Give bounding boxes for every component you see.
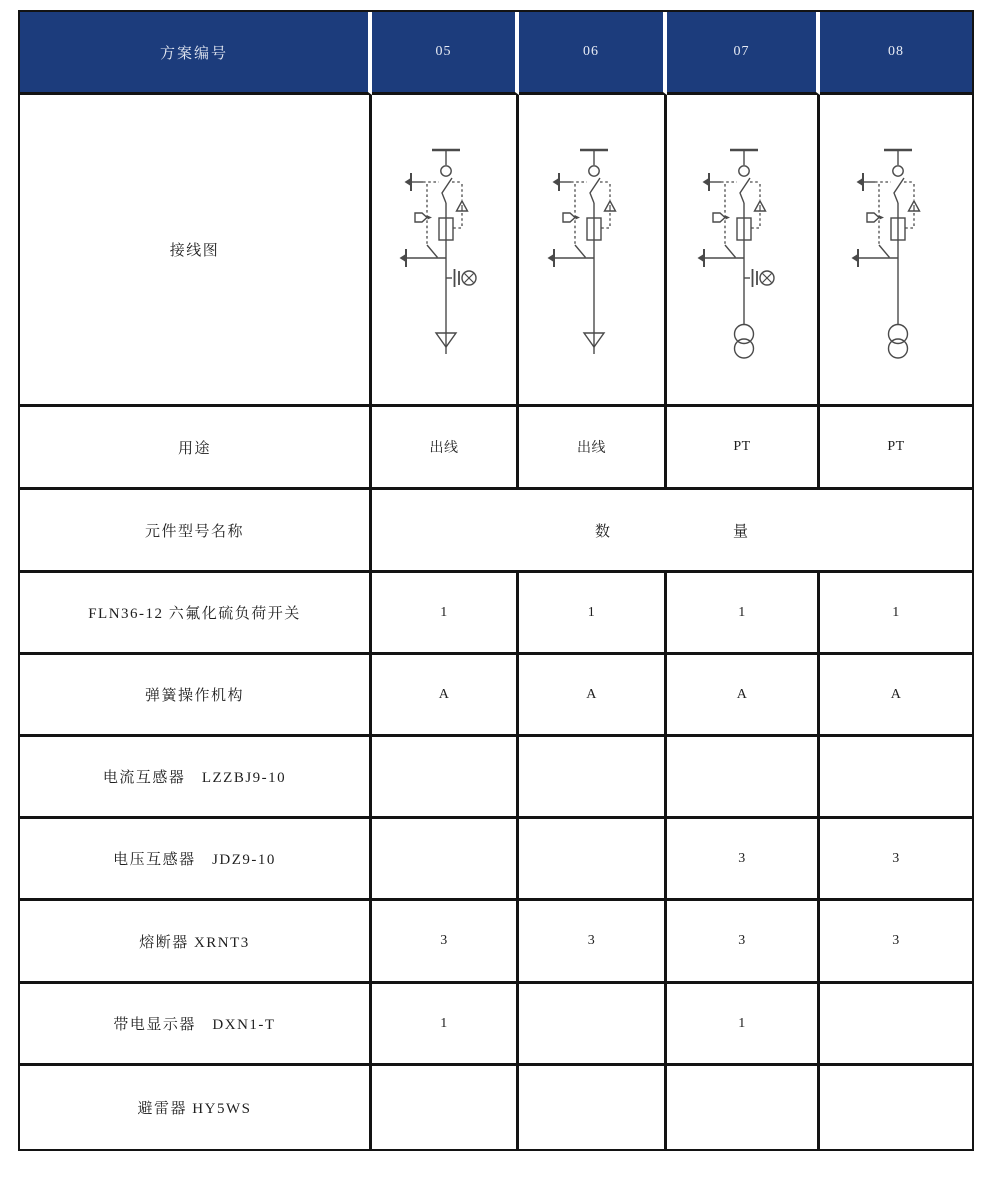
quantity-cell [667,737,820,819]
quantity-cell: 1 [667,984,820,1066]
wiring-diagram-cell-08 [820,95,972,407]
wiring-diagram-07 [692,140,792,372]
quantity-cell: 1 [372,573,519,655]
quantity-cell [667,1066,820,1149]
scheme-number-header-06: 06 [519,12,667,95]
quantity-cell: 1 [820,573,972,655]
quantity-cell: 1 [372,984,519,1066]
usage-row-label: 用途 [20,407,372,490]
quantity-cell [820,737,972,819]
quantity-cell: 3 [820,819,972,901]
quantity-cell [519,737,667,819]
wiring-diagram-06 [542,140,642,372]
quantity-cell: A [372,655,519,737]
wiring-diagram-cell-07 [667,95,820,407]
quantity-cell [519,984,667,1066]
plan-number-label: 方案编号 [159,45,228,62]
plan-number-header [20,12,372,95]
component-row-label: 带电显示器 DXN1-T [20,984,372,1066]
wiring-diagram-row-label: 接线图 [20,95,372,407]
component-row-label: 电流互感器 LZZBJ9-10 [20,737,372,819]
quantity-cell: 3 [667,819,820,901]
wiring-diagram-cell-05 [372,95,519,407]
quantity-cell: 3 [820,901,972,984]
usage-cell-07: PT [667,407,820,490]
scheme-number-header-05: 05 [372,12,519,95]
scheme-number-header-08: 08 [820,12,972,95]
quantity-cell: 1 [667,573,820,655]
quantity-cell [372,1066,519,1149]
quantity-cell [519,819,667,901]
quantity-cell: 1 [519,573,667,655]
component-name-header: 元件型号名称 [20,490,372,573]
component-row-label: 弹簧操作机构 [20,655,372,737]
quantity-label: 数 量 [594,523,750,540]
wiring-diagram-05 [394,140,494,372]
usage-cell-06: 出线 [519,407,667,490]
usage-cell-05: 出线 [372,407,519,490]
quantity-cell [820,1066,972,1149]
component-row-label: 电压互感器 JDZ9-10 [20,819,372,901]
scheme-table [18,10,974,1151]
quantity-cell [372,737,519,819]
quantity-cell: A [519,655,667,737]
component-row-label: FLN36-12 六氟化硫负荷开关 [20,573,372,655]
quantity-cell [372,819,519,901]
component-row-label: 熔断器 XRNT3 [20,901,372,984]
quantity-cell: 3 [519,901,667,984]
quantity-merged-header [372,490,972,573]
component-row-label: 避雷器 HY5WS [20,1066,372,1149]
quantity-cell: A [820,655,972,737]
quantity-cell: 3 [372,901,519,984]
usage-cell-08: PT [820,407,972,490]
quantity-cell: A [667,655,820,737]
wiring-diagram-cell-06 [519,95,667,407]
wiring-diagram-08 [846,140,946,372]
quantity-cell [820,984,972,1066]
quantity-cell [519,1066,667,1149]
scheme-number-header-07: 07 [667,12,820,95]
quantity-cell: 3 [667,901,820,984]
